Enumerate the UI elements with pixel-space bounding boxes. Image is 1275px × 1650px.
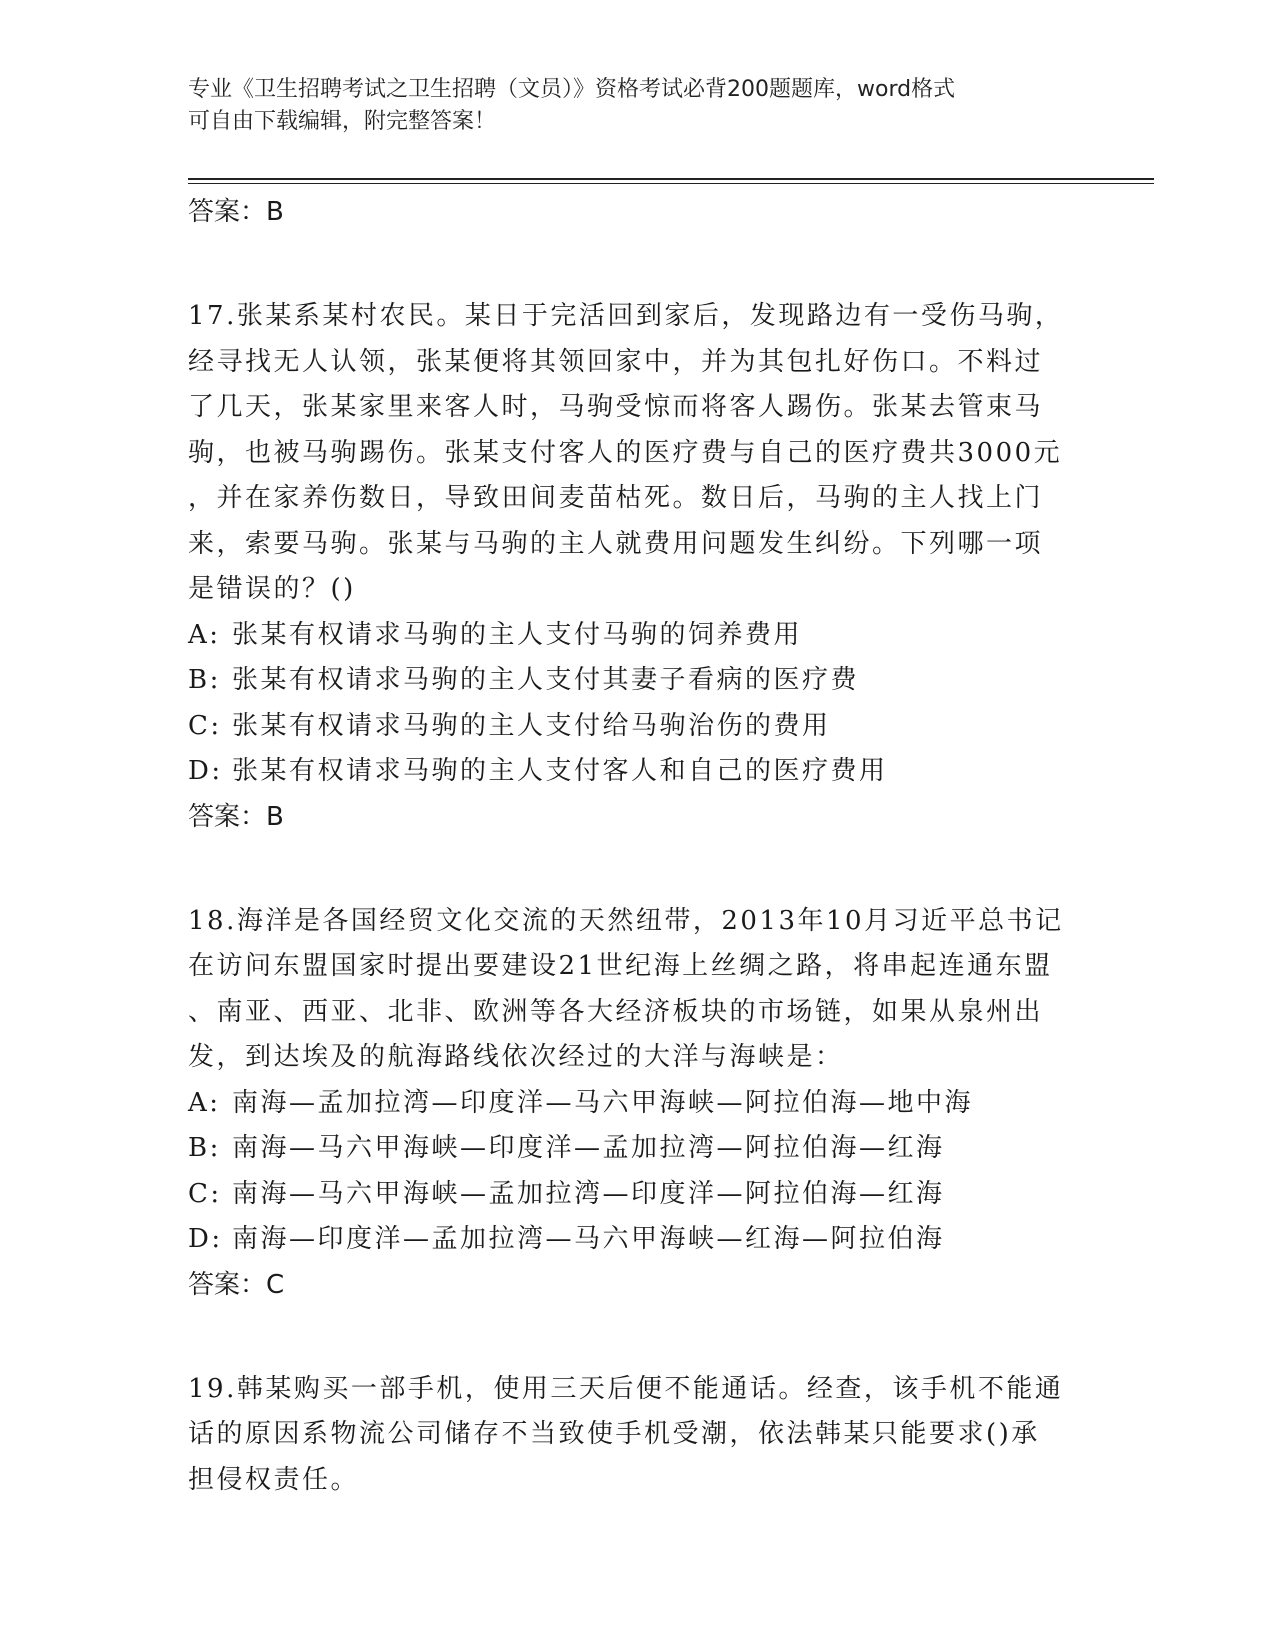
page-header <box>188 74 1068 138</box>
option-letter: D: <box>188 756 223 786</box>
option-a <box>188 613 1088 659</box>
question-text-line: 驹，也被马驹踢伤。张某支付客人的医疗费与自己的医疗费共3000元 <box>188 437 1063 468</box>
question-text-line: 来，索要马驹。张某与马驹的主人就费用问题发生纠纷。下列哪一项 <box>188 528 1044 559</box>
option-text: 张某有权请求马驹的主人支付其妻子看病的医疗费 <box>232 665 860 695</box>
option-c <box>188 704 1088 750</box>
option-b <box>188 1126 1088 1172</box>
option-letter: A: <box>188 619 221 650</box>
option-letter: C: <box>188 1178 222 1209</box>
option-letter: D: <box>188 1224 223 1254</box>
header-line-2: 可自由下载编辑，附完整答案！ <box>188 109 497 134</box>
option-a <box>188 1081 1088 1127</box>
header-rule-thin <box>188 183 1154 184</box>
option-text: 南海—孟加拉湾—印度洋—马六甲海峡—阿拉伯海—地中海 <box>232 1087 974 1118</box>
question-text-line: 、南亚、西亚、北非、欧洲等各大经济板块的市场链，如果从泉州出 <box>188 996 1044 1027</box>
header-rule <box>188 178 1154 180</box>
question-text-line: 担侵权责任。 <box>188 1464 360 1495</box>
answer-line: 答案：B <box>188 801 284 832</box>
header-line-1: 专业《卫生招聘考试之卫生招聘（文员）》资格考试必背200题题库，word格式 <box>188 77 956 102</box>
question-text-line: 17.张某系某村农民。某日于完活回到家后，发现路边有一受伤马驹， <box>188 301 1064 331</box>
option-letter: B: <box>188 665 221 695</box>
option-text: 张某有权请求马驹的主人支付客人和自己的医疗费用 <box>232 756 888 786</box>
question-18 <box>188 899 1088 1081</box>
question-text-line: 经寻找无人认领，张某便将其领回家中，并为其包扎好伤口。不料过 <box>188 346 1044 377</box>
option-c <box>188 1172 1088 1218</box>
option-d <box>188 1217 1088 1263</box>
option-text: 张某有权请求马驹的主人支付给马驹治伤的费用 <box>232 710 831 741</box>
option-text: 张某有权请求马驹的主人支付马驹的饲养费用 <box>232 619 803 650</box>
option-text: 南海—马六甲海峡—印度洋—孟加拉湾—阿拉伯海—红海 <box>232 1133 945 1163</box>
question-text-line: 是错误的？() <box>188 574 356 604</box>
question-19 <box>188 1367 1088 1504</box>
question-text-line: 发，到达埃及的航海路线依次经过的大洋与海峡是： <box>188 1042 844 1072</box>
option-letter: A: <box>188 1087 221 1118</box>
answer-line: 答案：B <box>188 197 284 227</box>
option-text: 南海—印度洋—孟加拉湾—马六甲海峡—红海—阿拉伯海 <box>232 1224 945 1254</box>
question-17 <box>188 294 1088 613</box>
option-d <box>188 749 1088 795</box>
question-text-line: 18.海洋是各国经贸文化交流的天然纽带，2013年10月习近平总书记 <box>188 905 1064 936</box>
answer-line: 答案：C <box>188 1269 285 1300</box>
option-letter: C: <box>188 710 222 741</box>
option-b <box>188 658 1088 704</box>
option-text: 南海—马六甲海峡—孟加拉湾—印度洋—阿拉伯海—红海 <box>232 1178 945 1209</box>
question-text-line: 了几天，张某家里来客人时，马驹受惊而将客人踢伤。张某去管束马 <box>188 392 1044 422</box>
question-text-line: 话的原因系物流公司储存不当致使手机受潮，依法韩某只能要求()承 <box>188 1419 1040 1449</box>
question-text-line: 在访问东盟国家时提出要建设21世纪海上丝绸之路，将串起连通东盟 <box>188 951 1053 981</box>
question-text-line: ，并在家养伤数日，导致田间麦苗枯死。数日后，马驹的主人找上门 <box>188 483 1044 513</box>
question-text-line: 19.韩某购买一部手机，使用三天后便不能通话。经查，该手机不能通 <box>188 1373 1064 1404</box>
option-letter: B: <box>188 1133 221 1163</box>
document-body <box>188 190 1088 1503</box>
